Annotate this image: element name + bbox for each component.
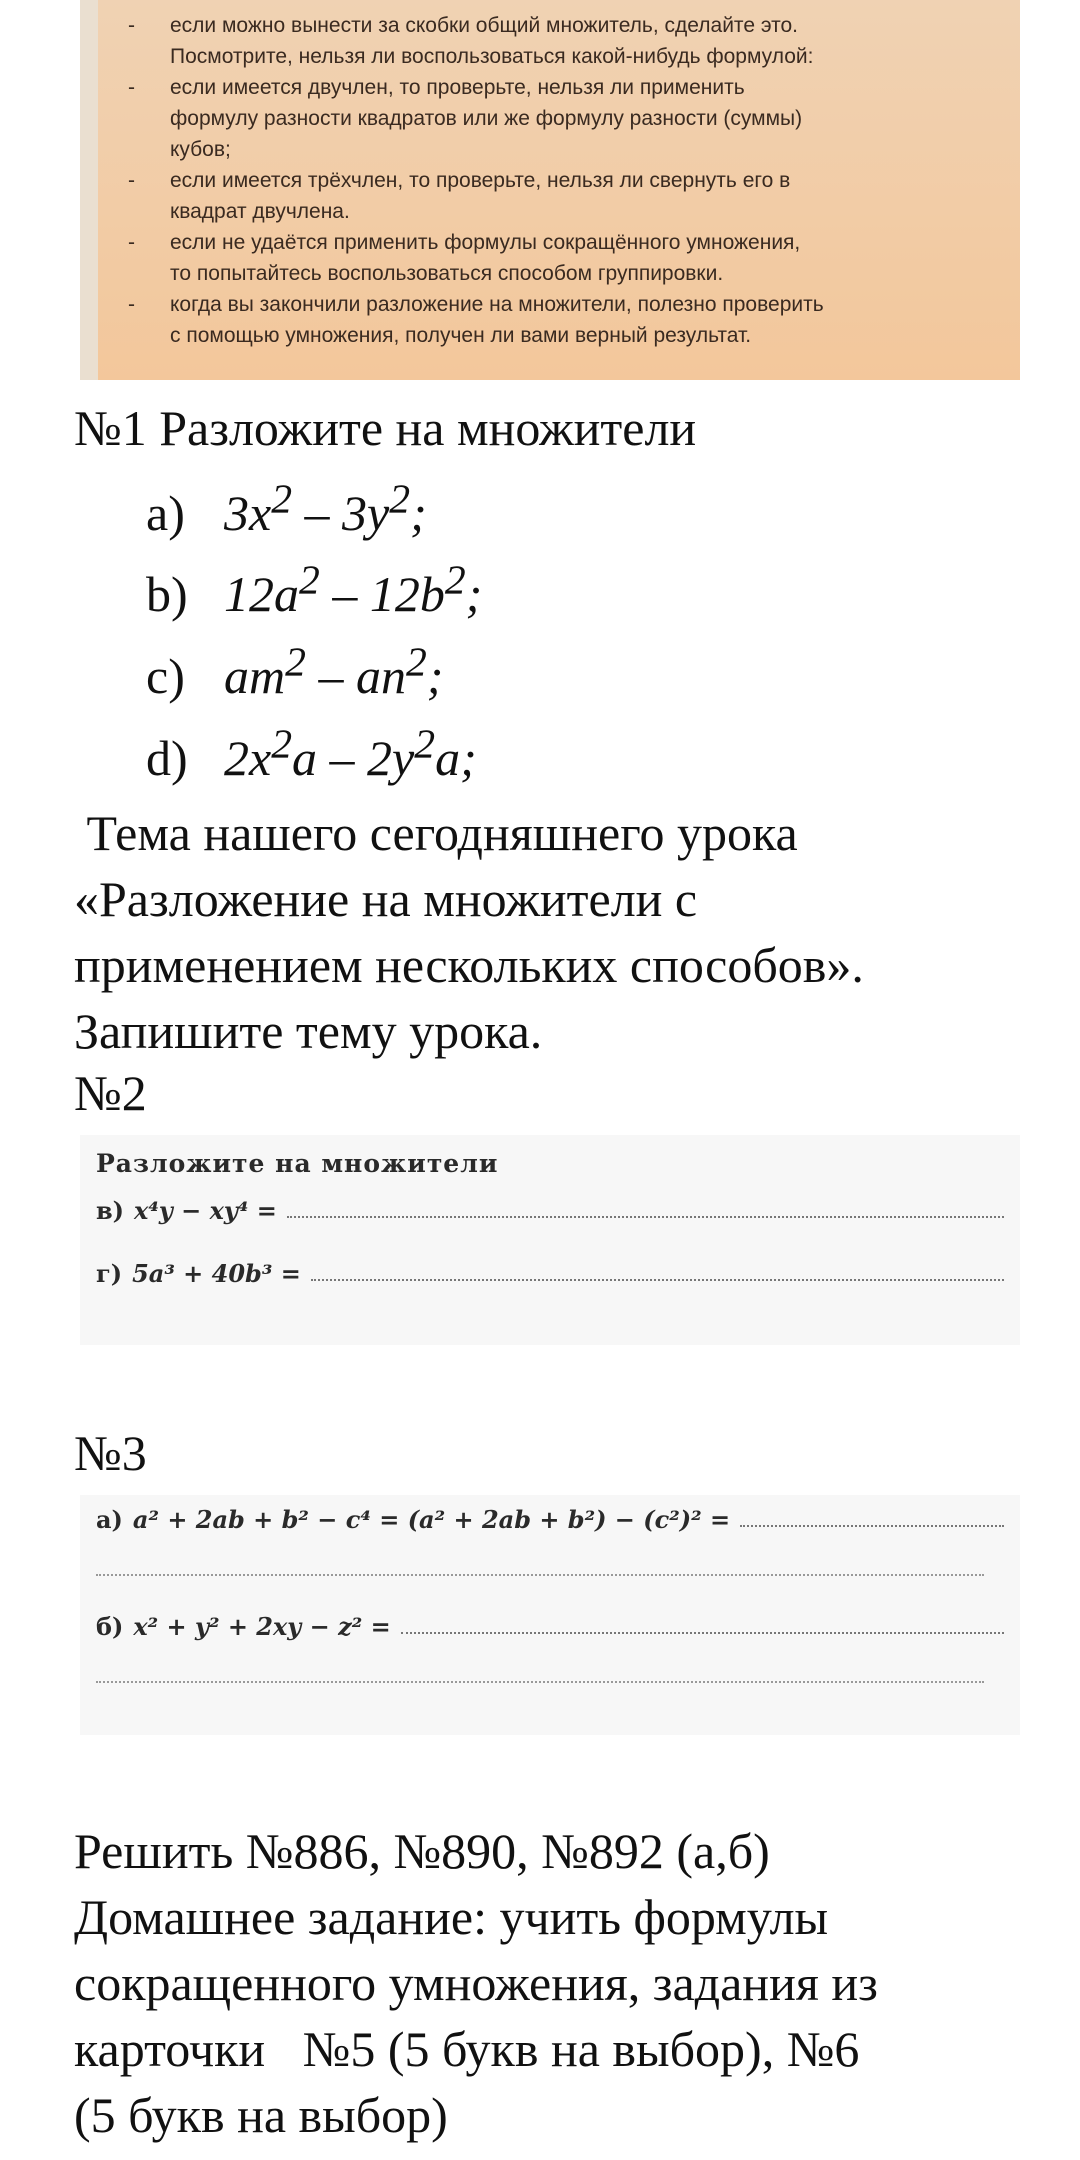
recommendation-item: квадрат двучлена. — [170, 200, 350, 223]
item-expression: $3x^2 - 3y^2$; — [224, 476, 427, 541]
worksheet-row — [96, 1505, 1004, 1534]
row-expression: x⁴y − xy⁴ = — [134, 1196, 277, 1225]
worksheet-row — [96, 1612, 1004, 1641]
recommendation-item: - если не удаётся применить формулы сокращённого умножения, — [122, 227, 990, 258]
answer-line — [96, 1564, 984, 1576]
row-expression: 5a³ + 40b³ = — [132, 1259, 301, 1288]
task1-item-a — [146, 465, 946, 547]
item-expression: $12a^2 - 12b^2$; — [224, 557, 483, 623]
row-label: в) — [96, 1196, 125, 1225]
recommendation-item: - если имеется трёхчлен, то проверьте, нельзя ли свернуть его в — [122, 165, 990, 196]
task1-item-c — [146, 628, 946, 710]
recommendation-item: с помощью умножения, получен ли вами верный результат. — [170, 324, 752, 347]
homework-line: сокращенного умножения, задания из — [74, 1955, 878, 2011]
homework-line: Решить №886, №890, №892 (а,б) — [74, 1823, 770, 1879]
task1-list — [146, 465, 946, 792]
item-expression: $am^2 - an^2$; — [224, 639, 444, 704]
topic-line: «Разложение на множители с — [74, 871, 698, 927]
row-label: г) — [96, 1259, 123, 1288]
row-expression: a² + 2ab + b² − c⁴ = (a² + 2ab + b²) − (c²)² = — [132, 1505, 731, 1534]
recommendation-item: - когда вы закончили разложение на множители, полезно проверить — [122, 289, 990, 320]
recommendations-card — [80, 0, 1020, 380]
answer-line — [311, 1278, 1004, 1281]
row-label: б) — [96, 1612, 124, 1641]
worksheet-row — [96, 1259, 1004, 1288]
task1-item-b — [146, 547, 946, 629]
homework — [74, 1818, 1034, 2148]
answer-line — [401, 1631, 1004, 1634]
worksheet-title: Разложите на множители — [96, 1149, 499, 1178]
recommendations-list — [98, 0, 1020, 351]
task3-worksheet — [80, 1495, 1020, 1735]
worksheet-row — [96, 1196, 1004, 1225]
topic-line: Запишите тему урока. — [74, 1003, 543, 1059]
lesson-topic — [74, 800, 1034, 1064]
recommendation-item: - если имеется двучлен, то проверьте, нельзя ли применить — [122, 72, 990, 103]
item-label: c) — [146, 647, 185, 704]
topic-line: Тема нашего сегодняшнего урока — [74, 805, 798, 861]
homework-line: (5 букв на выбор) — [74, 2087, 448, 2143]
row-expression: x² + y² + 2xy − z² = — [133, 1612, 391, 1641]
row-label: а) — [96, 1505, 123, 1534]
item-label: a) — [146, 484, 185, 541]
recommendation-item: кубов; — [170, 138, 231, 161]
recommendation-item: Посмотрите, нельзя ли воспользоваться какой-нибудь формулой: — [170, 45, 814, 68]
topic-line: применением нескольких способов». — [74, 937, 864, 993]
homework-line: карточки №5 (5 букв на выбор), №6 — [74, 2021, 860, 2077]
item-label: d) — [146, 729, 188, 786]
task1-item-d — [146, 710, 946, 792]
task2-number: №2 — [74, 1065, 147, 1121]
recommendation-item: то попытайтесь воспользоваться способом группировки. — [170, 262, 724, 285]
answer-line — [740, 1524, 1004, 1527]
recommendation-item: формулу разности квадратов или же формулу разности (суммы) — [170, 107, 803, 130]
recommendation-item: - если можно вынести за скобки общий множитель, сделайте это. — [122, 10, 990, 41]
answer-line — [287, 1215, 1004, 1218]
item-label: b) — [146, 566, 188, 623]
answer-line — [96, 1671, 984, 1683]
homework-line: Домашнее задание: учить формулы — [74, 1889, 829, 1945]
task1-title: №1 Разложите на множители — [74, 400, 697, 456]
task3-number: №3 — [74, 1425, 147, 1481]
task2-worksheet — [80, 1135, 1020, 1345]
item-expression: $2x^2a - 2y^2a$; — [224, 720, 477, 786]
